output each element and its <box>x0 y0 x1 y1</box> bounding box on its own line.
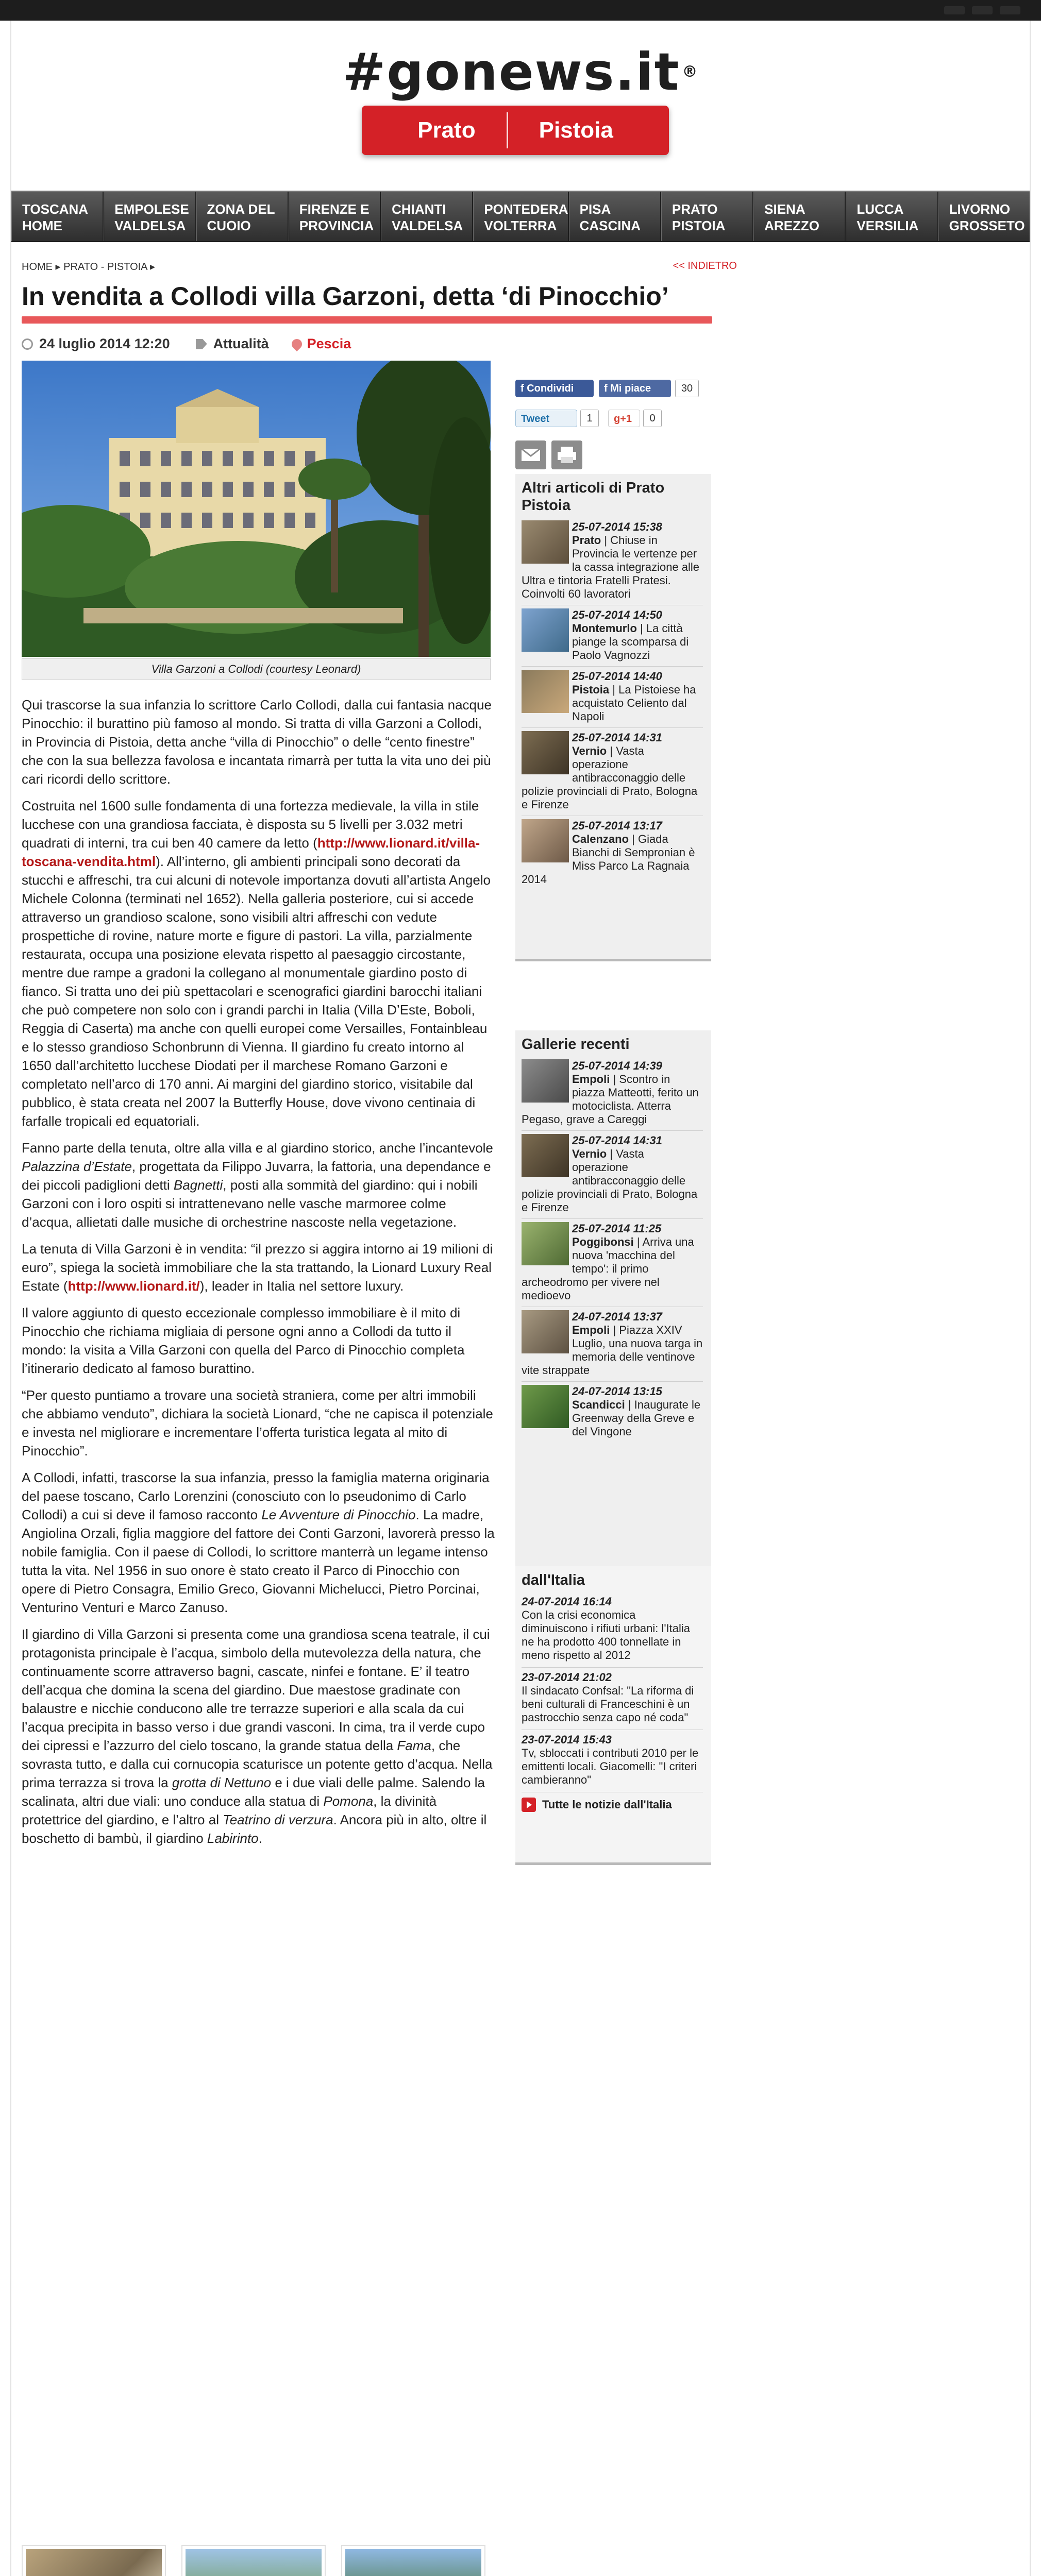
article-paragraph: Qui trascorse la sua infanzia lo scrittore Carlo Collodi, dalla cui fantasia nacque Pinocchio: il burattino più famoso al mondo. Si tratta di villa Garzoni a Collodi, in Provincia di Pistoia, detta anche “villa di Pinocchio” o delle “cento finestre” che con la sua bellezza favolosa e incantata rimarrà per tutta la vita uno dei più cari ricordi dello scrittore. <box>22 697 492 787</box>
article-paragraph: Il valore aggiunto di questo eccezionale complesso immobiliare è il mito di Pinocchio che richiama migliaia di persone ogni anno a Collodi da tutto il mondo: la visita a Villa Garzoni con quella del Parco di Pinocchio completa l’itinerario dedicato al famoso burattino. <box>22 1305 465 1376</box>
nav-empolese-valdelsa[interactable]: EMPOLESE VALDELSA <box>104 192 196 241</box>
back-link[interactable]: << INDIETRO <box>673 260 737 272</box>
facebook-like-count: 30 <box>675 380 699 397</box>
facebook-share-label: Condividi <box>527 383 574 394</box>
item-date: 23-07-2014 15:43 <box>522 1733 612 1746</box>
text-run: , posti alla sommità del giardino: qui i nobili Garzoni con i loro ospiti si intrattenevano nelle vasche marmoree colme d’acqua, allietati dalle musiche di orchestrine nascoste nella vegetazione. <box>22 1177 478 1230</box>
gallery-thumb[interactable] <box>341 2545 485 2576</box>
logo-registered-mark: ® <box>682 63 699 81</box>
clock-icon <box>22 338 33 350</box>
item-text: | Arriva una nuova 'macchina del tempo': il primo archeodromo per vivere nel medioevo <box>522 1235 694 1302</box>
recent-galleries-box <box>515 1030 711 1585</box>
edition-pistoia[interactable]: Pistoia <box>539 117 613 143</box>
text-run: . Ancora più in alto, oltre il boschetto di bambù, il giardino <box>22 1812 487 1846</box>
emphasis: Pomona <box>323 1793 374 1809</box>
facebook-like-label: Mi piace <box>610 383 651 394</box>
list-item[interactable] <box>522 1668 703 1730</box>
all-italia-news-label: Tutte le notizie dall'Italia <box>542 1798 672 1811</box>
lionard-villa-link[interactable]: http://www.lionard.it/villa-toscana-vendita.html <box>22 835 480 869</box>
article-paragraph <box>22 1625 496 1848</box>
item-date: 24-07-2014 13:37 <box>572 1310 662 1323</box>
edition-badge[interactable] <box>362 106 669 155</box>
item-date: 25-07-2014 14:50 <box>572 608 662 621</box>
item-text: | La città piange la scomparsa di Paolo Vagnozzi <box>572 622 689 662</box>
article-paragraph <box>22 1139 496 1231</box>
nav-firenze-provincia[interactable]: FIRENZE E PROVINCIA <box>289 192 381 241</box>
edition-prato[interactable]: Prato <box>417 117 476 143</box>
nav-chianti-valdelsa[interactable]: CHIANTI VALDELSA <box>381 192 473 241</box>
item-text: | Vasta operazione antibracconaggio delle polizie provinciali di Prato, Bologna e Firenze <box>522 1147 698 1214</box>
lionard-home-link[interactable]: http://www.lionard.it/ <box>68 1278 200 1294</box>
emphasis: Bagnetti <box>173 1177 223 1193</box>
item-location: Vernio <box>572 1147 607 1160</box>
list-item[interactable] <box>522 728 703 816</box>
nav-siena-arezzo[interactable]: SIENA AREZZO <box>753 192 846 241</box>
article-paragraph <box>22 1240 496 1295</box>
google-plus-button[interactable]: g+1 <box>608 410 640 427</box>
item-location: Empoli <box>572 1324 610 1336</box>
emphasis: Labirinto <box>207 1831 259 1846</box>
item-text: | Vasta operazione antibracconaggio delle polizie provinciali di Prato, Bologna e Firenze <box>522 744 698 811</box>
item-location: Calenzano <box>572 833 629 845</box>
nav-prato-pistoia[interactable]: PRATO PISTOIA <box>661 192 753 241</box>
emphasis: grotta di Nettuno <box>172 1775 272 1790</box>
site-frame <box>10 21 1031 2576</box>
article-body <box>22 696 496 1856</box>
edition-separator <box>507 112 508 148</box>
emphasis: Palazzina d’Estate <box>22 1159 132 1174</box>
item-date: 24-07-2014 13:15 <box>572 1385 662 1398</box>
article-title: In vendita a Collodi villa Garzoni, detta ‘di Pinocchio’ <box>22 282 669 311</box>
photo-caption: Villa Garzoni a Collodi (courtesy Leonard) <box>22 658 491 680</box>
list-item[interactable] <box>522 1056 703 1131</box>
list-item[interactable] <box>522 517 703 605</box>
item-location: Pistoia <box>572 683 610 696</box>
article-thumbnail <box>522 520 569 564</box>
list-item[interactable] <box>522 1307 703 1382</box>
article-paragraph: “Per questo puntiamo a trovare una società straniera, come per altri immobili che abbiamo venduto”, dichiara la società Lionard, “che ne capisca il potenziale e investa nel migliorare e incrementare l’offerta turistica legata al mito di Pinocchio”. <box>22 1387 493 1459</box>
nav-zona-del-cuoio[interactable]: ZONA DEL CUOIO <box>196 192 289 241</box>
arrow-right-icon <box>522 1798 536 1812</box>
item-text: Tv, sbloccati i contributi 2010 per le emittenti locali. Giacomelli: "I criteri cambieranno" <box>522 1747 699 1786</box>
article-thumbnail <box>522 608 569 652</box>
tag-icon <box>196 339 207 349</box>
list-item[interactable] <box>522 1382 703 1443</box>
logo-text: #gonews.it <box>342 42 680 102</box>
emphasis: Fama <box>397 1738 431 1753</box>
item-text: | La Pistoiese ha acquistato Celiento dal Napoli <box>572 683 696 723</box>
breadcrumb[interactable]: HOME ▸ PRATO - PISTOIA ▸ <box>22 261 156 273</box>
article-paragraph <box>22 796 496 1130</box>
nav-pontedera-volterra[interactable]: PONTEDERA VOLTERRA <box>473 192 568 241</box>
gallery-thumbnail <box>522 1222 569 1265</box>
article-meta <box>22 336 351 352</box>
site-logo[interactable] <box>11 41 1030 103</box>
item-location: Poggibonsi <box>572 1235 634 1248</box>
item-date: 25-07-2014 13:17 <box>572 819 662 832</box>
main-navigation <box>11 191 1030 242</box>
print-icon-graphic <box>551 440 582 469</box>
emphasis: Teatrino di verzura <box>223 1812 333 1827</box>
facebook-share-button[interactable]: f Condividi <box>515 380 594 397</box>
masthead <box>11 21 1030 191</box>
gallery-thumb[interactable] <box>22 2545 166 2576</box>
gallery-thumbnail <box>522 1385 569 1428</box>
text-run: Fanno parte della tenuta, oltre alla villa e al giardino storico, anche l’incantevole <box>22 1140 493 1156</box>
villa-photo-graphic <box>22 361 491 657</box>
gallery-thumbnail <box>522 1310 569 1353</box>
list-item[interactable] <box>522 667 703 728</box>
email-icon-graphic <box>515 440 546 469</box>
item-location: Montemurlo <box>572 622 637 635</box>
photo-gallery <box>22 2545 496 2576</box>
all-italia-news-link[interactable] <box>515 1792 711 1819</box>
article-thumbnail <box>522 731 569 774</box>
tweet-button[interactable] <box>515 410 577 427</box>
article-category[interactable]: Attualità <box>213 336 269 351</box>
list-item[interactable] <box>522 1592 703 1668</box>
item-date: 25-07-2014 14:31 <box>572 731 662 744</box>
text-run: A Collodi, infatti, trascorse la sua infanzia, presso la famiglia materna originaria del paese toscano, Carlo Lorenzini (conosciuto con lo pseudonimo di Carlo Collodi) a cui si deve il famoso racconto <box>22 1470 490 1522</box>
item-date: 25-07-2014 14:39 <box>572 1059 662 1072</box>
other-articles-title: Altri articoli di Prato Pistoia <box>522 480 665 514</box>
article-paragraph <box>22 1468 496 1617</box>
article-thumbnail <box>522 670 569 713</box>
top-bar-controls <box>944 6 1020 14</box>
tweet-label: Tweet <box>521 413 550 425</box>
item-text: | Scontro in piazza Matteotti, ferito un motociclista. Atterra Pegaso, grave a Careggi <box>522 1073 699 1126</box>
nav-lucca-versilia[interactable]: LUCCA VERSILIA <box>846 192 938 241</box>
item-text: Con la crisi economica diminuiscono i rifiuti urbani: l'Italia ne ha prodotto 400 tonnellate in meno rispetto al 2012 <box>522 1608 691 1662</box>
item-location: Prato <box>572 534 601 547</box>
gallery-thumbnail <box>522 1134 569 1177</box>
gallery-image <box>186 2549 322 2576</box>
other-articles-box <box>515 474 711 961</box>
browser-top-bar <box>0 0 1041 21</box>
text-run: ). All’interno, gli ambienti principali sono decorati da stucchi e affreschi, tra cui alcuni di notevole importanza dovuti all’artista Angelo Michele Colonna (terminati nel 1652). Nella galleria posteriore, cui si accede attraverso un grandioso scalone, sono visibili altri affreschi con vedute prospettiche di rovine, nature morte e figure di pastori. La villa, parzialmente restaurata, occupa una posizione elevata rispetto al paesaggio circostante, mentre due rampe a gradoni la collegano al monumentale giardino posto di fianco. Si tratta uno dei più spettacolari e scenografici giardini barocchi italiani che può competere non solo con i grandi parchi in Italia (Villa D’Este, Boboli, Reggia di Caserta) ma anche con quelli europei come Versailles, Fontainbleau e lo stesso grandioso Schonbrunn di Vienna. Il giardino fu creato intorno al 1650 dall’architetto lucchese Diodati per il marchese Romano Garzoni e completato nell’arco di 170 anni. Ai margini del giardino storico, visitabile dal pubblico, è stata creata nel 2007 la Butterfly House, dove vivono centinaia di farfalle tropicali ed equatoriali. <box>22 854 491 1129</box>
text-run: , che sovrasta tutto, e dalla cui cornucopia scaturisce un potente getto d’acqua. Nella prima terrazza si trova la <box>22 1738 493 1790</box>
list-item[interactable] <box>522 1131 703 1219</box>
article-date: 24 luglio 2014 12:20 <box>39 336 170 351</box>
gallery-image <box>345 2549 481 2576</box>
item-text: | Inaugurate le Greenway della Greve e del Vingone <box>572 1398 701 1438</box>
item-date: 25-07-2014 11:25 <box>572 1222 662 1235</box>
google-plus-label: +1 <box>620 413 632 425</box>
location-pin-icon <box>289 336 304 351</box>
text-run: . La madre, Angiolina Orzali, figlia maggiore del fattore dei Conti Garzoni, lavorerà presso la nobile famiglia. Con il paese di Collodi, lo scrittore manterrà un legame intenso tutta la vita. Nel 1956 in suo onore è stato creato il Parco di Pinocchio con opere di Pietro Consagra, Emilio Greco, Giovanni Michelucci, Pietro Porcinai, Venturino Venturi e Marco Zanuso. <box>22 1507 495 1615</box>
italia-news-box <box>515 1566 711 1865</box>
text-run: La tenuta di Villa Garzoni è in vendita: “il prezzo si aggira intorno ai 19 milioni di euro”, spiega la società immobiliare che la sta trattando, la Lionard Luxury Real Estate ( <box>22 1241 493 1294</box>
item-location: Vernio <box>572 744 607 757</box>
list-item[interactable] <box>522 816 703 890</box>
email-icon[interactable] <box>515 440 546 469</box>
item-text: Il sindacato Confsal: "La riforma di beni culturali di Franceschini è un pastrocchio senza capo né coda" <box>522 1684 694 1724</box>
item-text: | Chiuse in Provincia le vertenze per la cassa integrazione alle Ultra e tintoria Fratelli Pratesi. Coinvolti 60 lavoratori <box>522 534 700 600</box>
italia-news-title: dall'Italia <box>522 1572 585 1588</box>
article-thumbnail <box>522 819 569 862</box>
list-item[interactable] <box>522 605 703 667</box>
item-text: | Piazza XXIV Luglio, una nuova targa in memoria delle ventinove vite strappate <box>522 1324 703 1377</box>
recent-galleries-title: Gallerie recenti <box>522 1036 630 1053</box>
gallery-thumb[interactable] <box>181 2545 326 2576</box>
nav-livorno-grosseto[interactable]: LIVORNO GROSSETO <box>938 192 1030 241</box>
item-location: Scandicci <box>572 1398 625 1411</box>
text-run: , la divinità protettrice del giardino, e l’altro al <box>22 1793 437 1827</box>
text-run: . <box>258 1831 262 1846</box>
list-item[interactable] <box>522 1730 703 1792</box>
villa-garzoni-photo[interactable] <box>22 361 491 657</box>
item-date: 24-07-2014 16:14 <box>522 1595 612 1608</box>
gallery-thumbnail <box>522 1059 569 1103</box>
item-date: 25-07-2014 15:38 <box>572 520 662 533</box>
tweet-count: 1 <box>580 410 599 427</box>
text-run: e i due viali delle palme. Salendo la scalinata, altri due viali: uno conduce alla statua di <box>22 1775 485 1809</box>
item-date: 25-07-2014 14:31 <box>572 1134 662 1147</box>
article-place[interactable]: Pescia <box>307 336 351 351</box>
item-date: 25-07-2014 14:40 <box>572 670 662 683</box>
nav-toscana-home[interactable]: TOSCANA HOME <box>11 192 104 241</box>
title-underline <box>22 316 712 324</box>
google-plus-count: 0 <box>643 410 662 427</box>
text-run: Costruita nel 1600 sulle fondamenta di una fortezza medievale, la villa in stile lucchese con una grandiosa facciata, è disposta su 5 livelli per 3.032 metri quadrati di interni, tra cui ben 40 camere da letto ( <box>22 798 479 851</box>
text-run: , progettata da Filippo Juvarra, la fattoria, una dependance e dei piccoli padiglioni detti <box>22 1159 491 1193</box>
text-run: ), leader in Italia nel settore luxury. <box>199 1278 404 1294</box>
nav-pisa-cascina[interactable]: PISA CASCINA <box>569 192 661 241</box>
list-item[interactable] <box>522 1219 703 1307</box>
item-date: 23-07-2014 21:02 <box>522 1671 612 1684</box>
item-location: Empoli <box>572 1073 610 1086</box>
print-icon[interactable] <box>551 440 582 469</box>
gallery-image <box>26 2549 162 2576</box>
text-run: Il giardino di Villa Garzoni si presenta come una grandiosa scena teatrale, il cui protagonista principale è l’acqua, simbolo della mutevolezza della natura, che continuamente scorre attraverso bagni, cascate, ninfei e fontane. E’ il teatro dell’acqua che domina la scena del giardino. Due maestose gradinate con balaustre e nicchie conducono alle tre terrazze superiori e alla scala da cui l’acqua precipita in basso verso i due grandi vasconi. In cima, tra il verde cupo dei cipressi e l’azzurro del cielo toscano, la grande statua della <box>22 1626 490 1753</box>
facebook-like-button[interactable]: f Mi piace <box>599 380 671 397</box>
emphasis: Le Avventure di Pinocchio <box>261 1507 416 1522</box>
item-text: | Giada Bianchi di Sempronian è Miss Parco La Ragnaia 2014 <box>522 833 695 886</box>
